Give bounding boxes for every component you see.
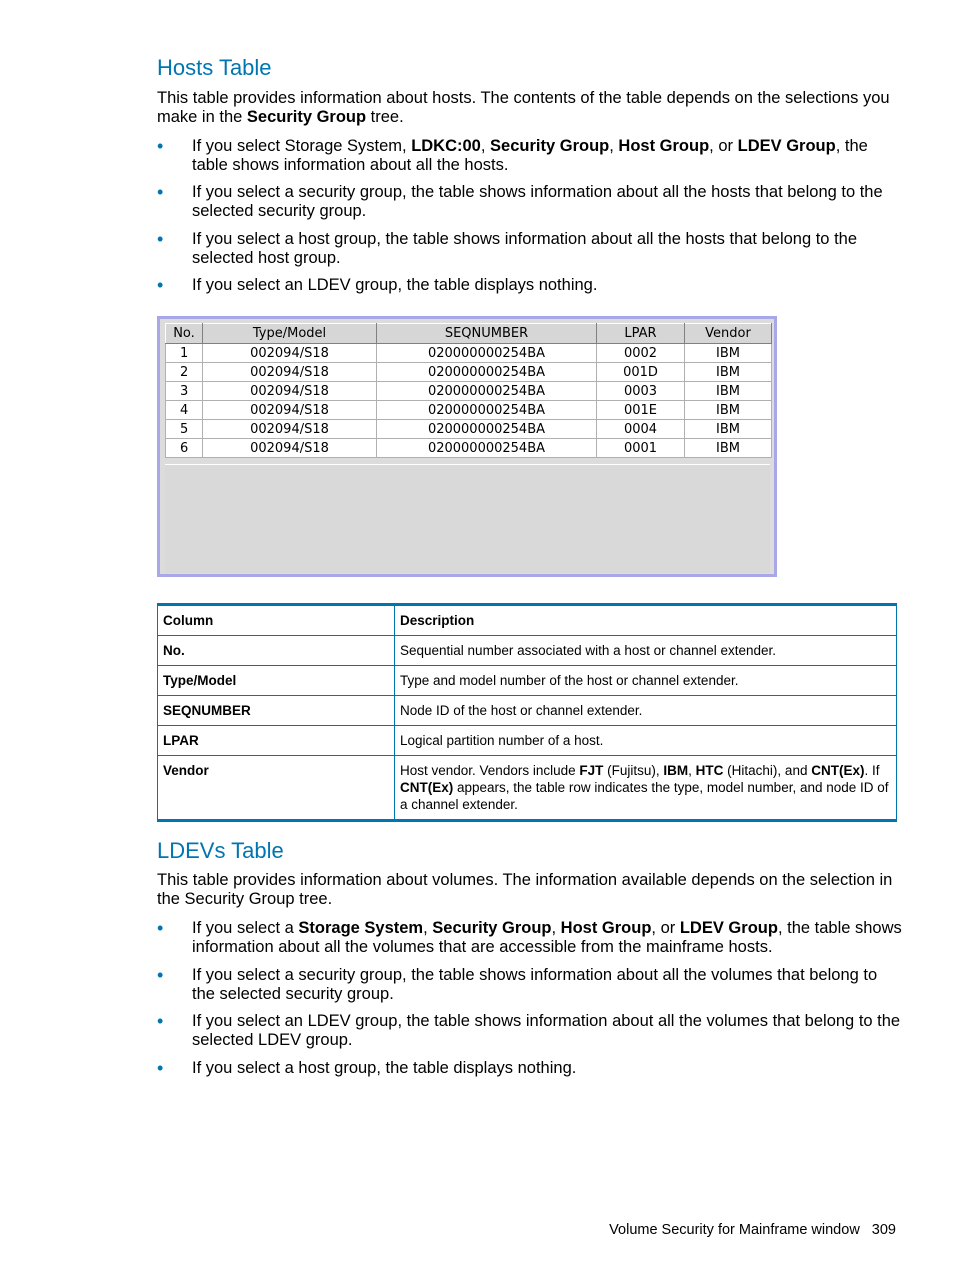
text-run: If you select an LDEV group, the table shows information about all the volumes that belong to the selected LDEV group.	[192, 1012, 901, 1049]
grid-cell: IBM	[685, 401, 772, 420]
text-run: If you select a	[192, 919, 299, 937]
bold-term: IBM	[663, 763, 689, 778]
bold-term: HTC	[695, 763, 724, 778]
grid-cell: 002094/S18	[203, 439, 377, 458]
table-row	[158, 636, 897, 666]
bullet-icon: •	[157, 965, 164, 985]
footer-title: Volume Security for Mainframe window	[609, 1222, 860, 1238]
description-cell	[395, 696, 897, 726]
grid-empty-area	[165, 464, 770, 573]
bullet-icon: •	[157, 1058, 164, 1078]
text-run: , or	[651, 919, 680, 937]
grid-cell: IBM	[685, 382, 772, 401]
grid-cell: 001D	[597, 363, 685, 382]
grid-cell: 002094/S18	[203, 363, 377, 382]
grid-cell: 5	[166, 420, 203, 439]
grid-cell: 0003	[597, 382, 685, 401]
description-header: Description	[395, 605, 897, 636]
grid-cell: 1	[166, 344, 203, 363]
table-row[interactable]	[166, 401, 772, 420]
hosts-grid	[165, 323, 772, 458]
bullet-icon: •	[157, 182, 164, 202]
column-name-cell: Vendor	[158, 756, 395, 821]
table-row[interactable]	[166, 382, 772, 401]
grid-header-seqnumber[interactable]: SEQNUMBER	[377, 324, 597, 344]
column-name-cell: SEQNUMBER	[158, 696, 395, 726]
text-run: ,	[551, 919, 561, 937]
grid-header-vendor[interactable]: Vendor	[685, 324, 772, 344]
ldevs-bullet	[157, 1012, 902, 1050]
column-header: Column	[158, 605, 395, 636]
bold-term: Security Group	[432, 919, 552, 937]
text-run: Host vendor. Vendors include	[400, 763, 580, 778]
hosts-table-heading: Hosts Table	[157, 55, 272, 80]
hosts-bullet	[157, 137, 902, 175]
bold-term: LDEV Group	[737, 137, 836, 155]
ldevs-bullet	[157, 966, 902, 1004]
grid-header-no[interactable]: No.	[166, 324, 203, 344]
table-row[interactable]	[166, 439, 772, 458]
hosts-bullet	[157, 230, 902, 268]
bold-term: Storage System	[298, 919, 424, 937]
bullet-icon: •	[157, 1011, 164, 1031]
text-run: , the table shows information about all the hosts.	[192, 137, 868, 174]
column-name-cell: Type/Model	[158, 666, 395, 696]
grid-cell: IBM	[685, 363, 772, 382]
text-run: ,	[423, 919, 433, 937]
ldevs-table-heading: LDEVs Table	[157, 838, 284, 863]
grid-cell: 020000000254BA	[377, 382, 597, 401]
table-row[interactable]	[166, 420, 772, 439]
description-cell	[395, 666, 897, 696]
bold-term: LDKC:00	[411, 137, 481, 155]
grid-cell: 020000000254BA	[377, 420, 597, 439]
grid-cell: 020000000254BA	[377, 344, 597, 363]
text-run: ,	[480, 137, 491, 155]
grid-cell: 0004	[597, 420, 685, 439]
page-number: 309	[871, 1222, 896, 1238]
grid-cell: 020000000254BA	[377, 439, 597, 458]
text-run: Node ID of the host or channel extender.	[400, 703, 643, 718]
description-cell	[395, 726, 897, 756]
ldevs-bullet	[157, 1059, 902, 1078]
bold-term: FJT	[579, 763, 604, 778]
grid-header-lpar[interactable]: LPAR	[597, 324, 685, 344]
text-run: ,	[609, 137, 619, 155]
bullet-icon: •	[157, 275, 164, 295]
grid-cell: 020000000254BA	[377, 363, 597, 382]
ldevs-intro-paragraph: This table provides information about volumes. The information available depends on the selection in the Security Group tree.	[157, 871, 893, 908]
grid-header-type-model[interactable]: Type/Model	[203, 324, 377, 344]
text-run: Type and model number of the host or channel extender.	[400, 673, 739, 688]
hosts-bullet	[157, 276, 902, 295]
grid-cell: 001E	[597, 401, 685, 420]
table-row	[158, 696, 897, 726]
bold-term: Host Group	[618, 137, 710, 155]
bold-term: CNT(Ex)	[400, 780, 454, 795]
hosts-grid-screenshot	[157, 316, 777, 577]
text-run: (Fujitsu),	[603, 763, 664, 778]
text-run: appears, the table row indicates the type, model number, and node ID of a channel extender.	[400, 780, 889, 812]
grid-cell: 0002	[597, 344, 685, 363]
table-row	[158, 726, 897, 756]
grid-cell: 020000000254BA	[377, 401, 597, 420]
grid-cell: 002094/S18	[203, 420, 377, 439]
text-run: If you select a security group, the table shows information about all the volumes that belong to the selected security group.	[192, 966, 878, 1003]
bold-term: CNT(Ex)	[811, 763, 865, 778]
grid-cell: IBM	[685, 420, 772, 439]
text-run: Sequential number associated with a host or channel extender.	[400, 643, 776, 658]
grid-cell: 6	[166, 439, 203, 458]
text-run: If you select Storage System,	[192, 137, 412, 155]
text-run: If you select a security group, the table shows information about all the hosts that belong to the selected security group.	[192, 183, 883, 220]
grid-cell: 2	[166, 363, 203, 382]
grid-cell: 4	[166, 401, 203, 420]
table-row	[158, 756, 897, 821]
ldevs-bullet	[157, 919, 902, 957]
text-run: Logical partition number of a host.	[400, 733, 604, 748]
text-run: ,	[688, 763, 696, 778]
column-name-cell: No.	[158, 636, 395, 666]
table-row[interactable]	[166, 344, 772, 363]
grid-cell: 002094/S18	[203, 401, 377, 420]
text-run: , or	[709, 137, 738, 155]
grid-cell: 0001	[597, 439, 685, 458]
column-description-table	[157, 603, 897, 822]
bold-term: LDEV Group	[679, 919, 778, 937]
bold-term: Security Group	[490, 137, 610, 155]
grid-cell: 3	[166, 382, 203, 401]
grid-cell: 002094/S18	[203, 344, 377, 363]
page-footer	[609, 1222, 896, 1238]
text-run: If you select a host group, the table shows information about all the hosts that belong to the selected host group.	[192, 230, 858, 267]
hosts-intro-paragraph: This table provides information about hosts. The contents of the table depends on the selections you make in the Security Group tree.	[157, 89, 890, 126]
column-name-cell: LPAR	[158, 726, 395, 756]
bullet-icon: •	[157, 229, 164, 249]
text-run: . If	[864, 763, 880, 778]
text-run: If you select a host group, the table displays nothing.	[192, 1059, 577, 1077]
table-row[interactable]	[166, 363, 772, 382]
grid-cell: 002094/S18	[203, 382, 377, 401]
bullet-icon: •	[157, 136, 164, 156]
bullet-icon: •	[157, 918, 164, 938]
text-run: If you select an LDEV group, the table displays nothing.	[192, 276, 598, 294]
description-cell	[395, 756, 897, 821]
table-header-row	[158, 605, 897, 636]
grid-cell: IBM	[685, 439, 772, 458]
hosts-bullet	[157, 183, 902, 221]
description-cell	[395, 636, 897, 666]
grid-cell: IBM	[685, 344, 772, 363]
text-run: , the table shows information about all the volumes that are accessible from the mainframe hosts.	[192, 919, 902, 956]
text-run: (Hitachi), and	[723, 763, 812, 778]
table-row	[158, 666, 897, 696]
bold-term: Host Group	[560, 919, 652, 937]
